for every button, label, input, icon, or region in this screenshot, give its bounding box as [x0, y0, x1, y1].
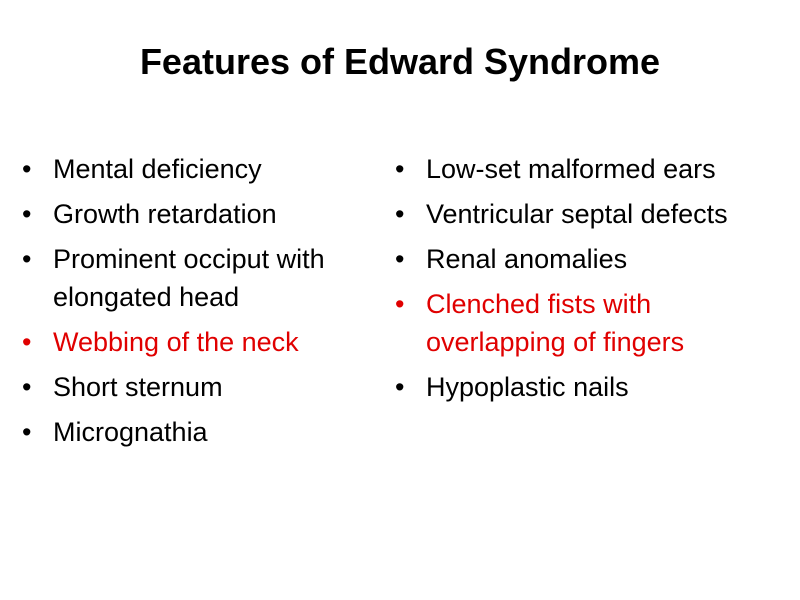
bullet-text: Ventricular septal defects	[426, 199, 728, 229]
left-bullet-list	[22, 150, 382, 458]
bullet-item	[22, 368, 382, 406]
bullet-item	[22, 323, 382, 361]
slide-title: Features of Edward Syndrome	[139, 41, 661, 82]
right-bullet-list	[395, 150, 775, 413]
bullet-text: Hypoplastic nails	[426, 372, 629, 402]
bullet-text: Clenched fists with overlapping of fingers	[426, 289, 685, 357]
bullet-item	[22, 413, 382, 451]
bullet-item	[395, 368, 775, 406]
bullet-item	[395, 285, 775, 361]
bullet-icon: •	[22, 327, 32, 357]
bullet-icon: •	[395, 154, 405, 184]
bullet-icon: •	[22, 244, 32, 274]
bullet-item	[395, 195, 775, 233]
bullet-text: Short sternum	[53, 372, 223, 402]
bullet-text: Growth retardation	[53, 199, 277, 229]
bullet-item	[22, 240, 382, 316]
bullet-item	[395, 240, 775, 278]
bullet-item	[395, 150, 775, 188]
bullet-icon: •	[395, 244, 405, 274]
bullet-item	[22, 150, 382, 188]
bullet-text: Mental deficiency	[53, 154, 262, 184]
bullet-text: Low-set malformed ears	[426, 154, 716, 184]
bullet-icon: •	[22, 199, 32, 229]
bullet-icon: •	[22, 417, 32, 447]
bullet-icon: •	[22, 372, 32, 402]
bullet-icon: •	[395, 372, 405, 402]
bullet-icon: •	[395, 289, 405, 319]
bullet-text: Micrognathia	[53, 417, 208, 447]
bullet-icon: •	[22, 154, 32, 184]
bullet-text: Webbing of the neck	[53, 327, 299, 357]
bullet-text: Renal anomalies	[426, 244, 628, 274]
bullet-icon: •	[395, 199, 405, 229]
bullet-text: Prominent occiput with elongated head	[53, 244, 325, 312]
bullet-item	[22, 195, 382, 233]
